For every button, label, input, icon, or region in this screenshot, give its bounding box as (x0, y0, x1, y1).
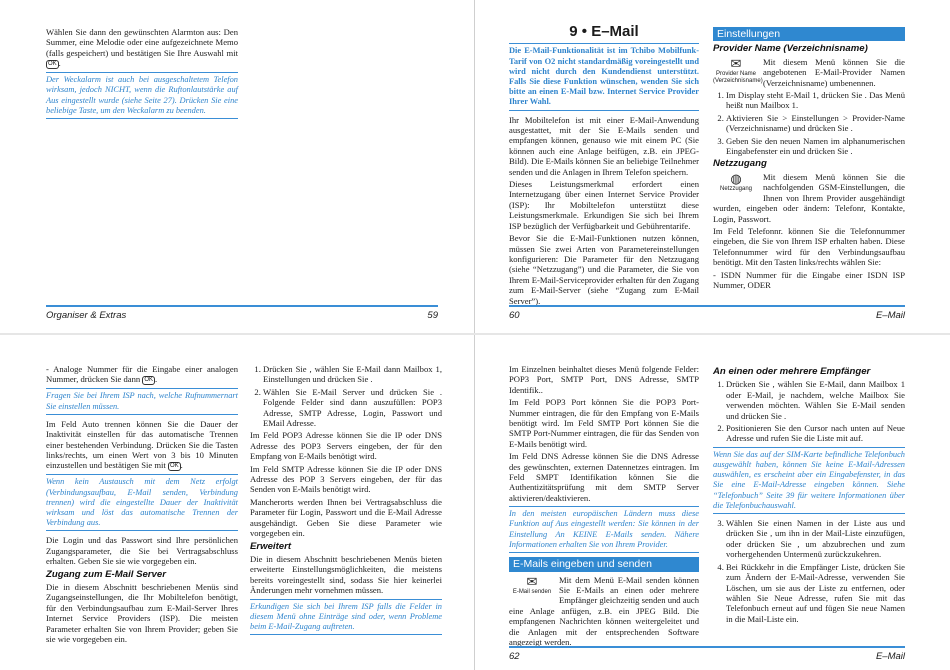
p61-body-2: Im Feld Auto trennen können Sie die Dauer der Inaktivität einstellen für das automatische Trennen einer bestehenden Verbindung. Drücken Sie die Tasten links/rechts, um einen Wert von 3 bis 10 Minuten einzustellen und bestätigen Sie mit OK . (46, 418, 238, 471)
p62-page-number: 62 (509, 651, 520, 662)
send-menu-icon (509, 575, 555, 596)
send-icon-caption: E-Mail senden (512, 588, 552, 595)
p60-footer (509, 305, 905, 323)
page-61-right-column (250, 364, 442, 639)
zugang-steps (250, 364, 442, 428)
empfaenger-step: 1. Drücken Sie , wählen Sie E-Mail, dann Mailbox 1 oder E-Mail, je nachdem, welche Mailbox Sie verwenden möchten. Wählen Sie E-Mail senden und drücken Sie . (726, 379, 905, 421)
p61-note-2: Wenn kein Austausch mit dem Netz erfolgt (Verbindungsaufbau, E-Mail senden, Verbindung trennen) wird die eingestellte Dauer der Inaktivität wirksam und löst das automatische Trennen der Verbindung aus. (46, 474, 238, 531)
p61-body-6: Im Feld SMTP Adresse können Sie die IP oder DNS Adresse des POP 3 Servers eingeben, der für das Senden von E-Mails benötigt wird. (250, 463, 442, 495)
heading-empfaenger: An einen oder mehrere Empfänger (713, 366, 871, 377)
p62-note-1: In den meisten europäischen Ländern muss diese Funktion auf Aus eingestellt werden: Sie können in der Einstellung An KEINE E-Mails senden. Nähere Informationen erhalten Sie von Ihrem Provider. (509, 506, 699, 553)
provider-step: 3. Geben Sie den neuen Namen im alphanumerischen Eingabefenster ein und drücken Sie . (726, 136, 905, 157)
provider-block (713, 57, 905, 90)
empfaenger-steps-a (713, 379, 905, 443)
provider-step: 1. Im Display steht E-Mail 1, drücken Sie . Das Menü heißt nun Mailbox 1. (726, 90, 905, 111)
p60-body-1: Ihr Mobiltelefon ist mit einer E-Mail-Anwendung ausgestattet, mit der Sie E-Mails senden und empfangen können, genauso wie mit einem PC (Sie können auch eine Anlage beifügen, z.B. ein JPEG-Bild). Die E-Mails können Sie an beliebige Teilnehmer senden und die Anlagen in Ihrem Telefon speichern. (509, 114, 699, 177)
page-61-left-column (46, 364, 238, 647)
p61-body-4: Die in diesem Abschnitt beschriebenen Menüs sind Zugangseinstellungen, die Ihr Mobiltelefon benötigt, für den Verbindungsaufbau zum E-Mail-Server Ihres Internet Service Providers (ISP). Die meisten Parameter erhalten Sie von Ihrem Provider; geben Sie sie wie vorgegeben ein. (46, 582, 238, 645)
p61-body-5: Im Feld POP3 Adresse können Sie die IP oder DNS Adresse des POP3 Servers eingeben, der für den Empfang von E-Mails benötigt wird. (250, 430, 442, 462)
heading-provider-name: Provider Name (Verzeichnisname) (713, 43, 868, 55)
ok-key-icon: OK (48, 61, 57, 68)
ok-key-icon: OK (144, 377, 153, 384)
netz-icon-caption: Netzzugang (719, 185, 753, 192)
p60-body-2: Dieses Leistungsmerkmal erfordert einen Internetzugang über einen Internet Service Provider (ISP): Ihr Mobiltelefon unterstützt diese Leistungsmerkmale. Erkundigen Sie sich bei Ihrem ISP bezüglich der Verfügbarkeit und Gebührentarife. (509, 179, 699, 231)
p61-note-3: Erkundigen Sie sich bei Ihrem ISP falls die Felder in diesem Menü ohne Einträge sind oder, wenn Probleme beim E-Mail-Zugang auftreten. (250, 599, 442, 636)
p59-page-number: 59 (427, 310, 438, 321)
chapter-title: 9 • E–Mail (569, 23, 639, 40)
p59-note: Der Weckalarm ist auch bei ausgeschaltetem Telefon wirksam, jedoch NICHT, wenn die Ruftonlautstärke auf Aus eingestellt wurde (siehe Seite 27). Drücken Sie eine beliebige Taste, um den Weckalarm zu beenden. (46, 72, 238, 119)
page-60-right-column (713, 27, 905, 292)
p62-footer (509, 646, 905, 664)
page-59-column (46, 27, 238, 123)
p61-body-1-text: - Analoge Nummer für die Eingabe einer analogen Nummer, drücken Sie dann (46, 364, 238, 385)
p62-body-2: Im Feld POP3 Port können Sie die POP3 Port-Nummer eintragen, die für den Empfang von E-Mails benötigt wird. Im Feld SMTP Port können Sie die SMTP Port-Nummer eintragen, die für das Senden von E-Mails benötigt wird. (509, 397, 699, 449)
section-emails-senden: E-Mails eingeben und senden (509, 557, 699, 571)
p60-intro-note: Die E-Mail-Funktionalität ist im Tchibo Mobilfunk-Tarif von O2 nicht standardmäßig voreingestellt und wird nicht durch den Kundendienst unterstützt. Falls Sie diese Funktion wünschen, wenden Sie sich bitte an einen E-Mail bzw. Internet Service Provider Ihrer Wahl. (509, 43, 699, 110)
provider-steps (713, 90, 905, 156)
p61-body-8: Die in diesem Abschnitt beschriebenen Menüs bieten erweiterte Einstellungsmöglichkeiten, die meistens bereits voreingestellt sind, sodass Sie hier keinerlei Änderungen mehr vornehmen müssen. (250, 553, 442, 596)
section-einstellungen: Einstellungen (713, 27, 905, 41)
send-block (509, 575, 699, 648)
zugang-step: 1. Drücken Sie , wählen Sie E-Mail dann Mailbox 1, Einstellungen und drücken Sie . (263, 364, 442, 385)
page-62-right-column (713, 364, 905, 626)
p62-note-2: Wenn Sie das auf der SIM-Karte befindliche Telefonbuch ausgewählt haben, können Sie keine E-Mail-Adressen auswählen, es erscheint aber ein Eingabefenster, in das Sie eine E-Mail-Adresse eingeben können. Siehe “Telefonbuch” Seite 39 für weitere Informationen über die Telefonbuchauswahl. (713, 447, 905, 514)
send-text: Mit dem Menü E-Mail senden können Sie E-Mails an einen oder mehrere Empfänger gleichzeitig senden und auch eine Anlage anfügen, z.B. ein JPEG Bild. Die empfangenen Nachrichten können weitergeleitet und die Anlagen mit der entsprechenden Software angezeigt werden. (509, 574, 699, 647)
p61-body-7: Mancherorts werden Ihnen bei Vertragsabschluss die Parameter für Login, Passwort und die E-Mail Adresse ausgehändigt. Geben Sie diese Parameter wie vorgegeben ein. (250, 496, 442, 539)
p61-body-3: Die Login und das Passwort sind Ihre persönlichen Zugangsparameter, die Sie bei Vertragsabschluss erhalten. Geben Sie sie wie vorgegeben ein. (46, 535, 238, 567)
netz-block (713, 172, 905, 226)
spread-separator (0, 333, 950, 335)
empfaenger-steps-b (713, 518, 905, 624)
heading-erweitert: Erweitert (250, 540, 292, 552)
p60-page-number: 60 (509, 310, 520, 321)
heading-zugang: Zugang zum E-Mail Server (46, 568, 166, 580)
netz-text: Mit diesem Menü können Sie die nachfolgenden GSM-Einstellungen, die Ihnen von Ihrem Provider ausgehändigt wurden, eingeben oder ändern: Telefonr, Kontakte, Login, Passwort. (713, 171, 905, 224)
empfaenger-step: 4. Bei Rückkehr in die Empfänger Liste, drücken Sie zum Ändern der E-Mail-Adresse, verwenden Sie Löschen, um sie aus der Liste zu entfernen, oder wählen Sie Neue Adresse, rufen Sie mit das Telefonbuch erneut auf und fügen Sie neue Namen in die Mail-Liste ein. (726, 562, 905, 624)
p59-body: Wählen Sie dann den gewünschten Alarmton aus: Den Summer, eine Melodie oder eine aufgezeichnete Memo (falls gespeichert) und bestätigen Sie Ihre Auswahl mit OK . (46, 27, 238, 69)
envelope-icon: ✉ (526, 573, 538, 589)
p61-note-1: Fragen Sie bei Ihrem ISP nach, welche Rufnummernart Sie einstellen müssen. (46, 388, 238, 414)
p60-footer-title: E–Mail (875, 310, 905, 321)
page-60-left-column (509, 23, 699, 308)
p59-footer (46, 305, 438, 323)
page-62-left-column (509, 364, 699, 649)
p59-footer-title: Organiser & Extras (46, 310, 127, 321)
p62-body-3: Im Feld DNS Adresse können Sie die DNS Adresse des gewünschten, externen Datennetzes eintragen. Im Feld SMPT Identifikation können Sie die Authentizitätsprüfung mit dem SMTP Server aktivieren/deaktivieren. (509, 451, 699, 503)
p60-body-3: Bevor Sie die E-Mail-Funktionen nutzen können, müssen Sie zwei Arten von Parametereinstellungen konfigurieren: Die Parameter für den Netzzugang (siehe “Netzzugang”) und die Parameter, die Sie von Ihrem E-Mail-Serviceprovider erhalten für den Zugang zum E-Mail-Server (siehe “Zugang zum E-Mail Server”). (509, 233, 699, 306)
page-gutter (474, 0, 475, 670)
p59-body-text: Wählen Sie dann den gewünschten Alarmton aus: Den Summer, eine Melodie oder eine aufgezeichnete Memo (falls gespeichert) und bestätigen Sie Ihre Auswahl mit (46, 27, 238, 58)
provider-menu-icon (713, 55, 763, 85)
provider-text: Mit diesem Menü können Sie die angebotenen E-Mail-Provider Namen (Verzeichnisname) umbenennen. (763, 56, 905, 88)
p62-body-1: Im Einzelnen beinhaltet dieses Menü folgende Felder: POP3 Port, SMTP Port, DNS Adresse, SMTP Identifik.. (509, 364, 699, 395)
empfaenger-step: 2. Positionieren Sie den Cursor nach unten auf Neue Adresse und rufen Sie die Liste mit auf. (726, 423, 905, 444)
p61-body-1: - Analoge Nummer für die Eingabe einer analogen Nummer, drücken Sie dann OK . (46, 364, 238, 385)
p61-body-2-text: Im Feld Auto trennen können Sie die Dauer der Inaktivität einstellen für das automatische Trennen einer bestehenden Verbindung. Drücken Sie die Tasten links/rechts, um einen Wert von 3 bis 10 Minuten einzustellen und bestätigen Sie mit (46, 418, 238, 471)
zugang-step: 2. Wählen Sie E-Mail Server und drücken Sie . Folgende Felder sind dann auszufüllen: POP3 Adresse, SMTP Adresse, Login, Passwort und EMail Adresse. (263, 387, 442, 429)
p62-footer-title: E–Mail (875, 651, 905, 662)
globe-icon: ◍ (730, 170, 742, 186)
netz-bullet: - ISDN Nummer für die Eingabe einer ISDN ISP Nummer, ODER (713, 269, 905, 290)
mailbox-icon: ✉ (730, 55, 742, 71)
heading-netzzugang: Netzzugang (713, 158, 767, 170)
netz-text-2: Im Feld Telefonnr. können Sie die Telefonnummer eingeben, die Sie von Ihrem ISP erhalten haben. Diese Telefonnummer wird für den Verbindungsaufbau benötigt. Mit den Tasten links/rechts wählen Sie: (713, 225, 905, 268)
provider-step: 2. Aktivieren Sie > Einstellungen > Provider-Name (Verzeichnisname) und drücken Sie . (726, 113, 905, 134)
provider-icon-caption: Provider Name (Verzeichnisname) (713, 70, 763, 84)
ok-key-icon: OK (169, 463, 179, 470)
empfaenger-step: 3. Wählen Sie einen Namen in der Liste aus und drücken Sie , um ihn in der Mail-Liste einzufügen, oder drücken Sie , um abzubrechen und zum vorhergehenden Untermenü zurückzukehren. (726, 518, 905, 560)
netz-menu-icon (713, 172, 759, 193)
